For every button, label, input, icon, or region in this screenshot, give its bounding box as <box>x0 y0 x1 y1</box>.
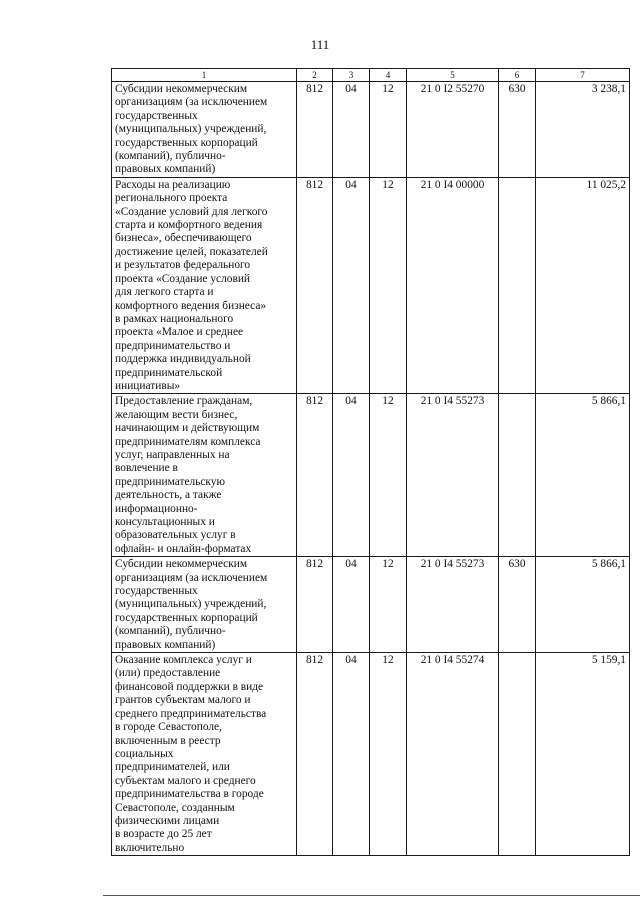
name-line: предпринимательскую <box>115 475 226 488</box>
name-line: субъектам малого и среднего <box>115 774 256 787</box>
name-line: включенным в реестр <box>115 734 221 747</box>
name-line: социальных <box>115 747 174 760</box>
name-line: проекта «Создание условий <box>115 272 251 285</box>
name-line: (муниципальных) учреждений, <box>115 123 267 136</box>
cell-subsection: 12 <box>370 82 407 178</box>
name-line: Предоставление гражданам, <box>115 395 253 408</box>
cell-amount: 11 025,2 <box>536 177 630 394</box>
name-line: поддержка индивидуальной <box>115 353 251 366</box>
table-row <box>112 557 630 653</box>
header-col-3: 3 <box>333 69 370 82</box>
name-line: образовательных услуг в <box>115 529 236 542</box>
cell-section: 04 <box>333 177 370 394</box>
name-line: финансовой поддержки в виде <box>115 680 264 693</box>
cell-rz: 812 <box>297 653 333 856</box>
name-line: проекта «Малое и среднее <box>115 326 244 339</box>
cell-expense-type <box>499 177 536 394</box>
name-line: желающим вести бизнес, <box>115 408 238 421</box>
cell-expense-type: 630 <box>499 557 536 653</box>
name-line: Оказание комплекса услуг и <box>115 654 252 667</box>
name-line: (муниципальных) учреждений, <box>115 598 267 611</box>
cell-rz: 812 <box>297 557 333 653</box>
cell-amount: 5 866,1 <box>536 557 630 653</box>
cell-target-article: 21 0 I2 55270 <box>407 82 499 178</box>
name-line: среднего предпринимательства <box>115 707 267 720</box>
name-line: Субсидии некоммерческим <box>115 558 248 571</box>
name-line: для легкого старта и <box>115 286 214 299</box>
name-line: (компаний), публично- <box>115 150 226 163</box>
cell-name <box>112 557 297 653</box>
name-line: консультационных и <box>115 516 215 528</box>
cell-name <box>112 653 297 856</box>
name-line: государственных корпораций <box>115 611 258 624</box>
cell-subsection: 12 <box>370 177 407 394</box>
table-header-row <box>112 69 630 82</box>
name-line: инициативы» <box>115 379 181 392</box>
name-line: предпринимателей, или <box>115 761 230 774</box>
name-line: физическими лицами <box>115 814 220 827</box>
cell-expense-type <box>499 394 536 557</box>
name-line: государственных <box>115 109 198 122</box>
name-line: предпринимателям комплекса <box>115 435 261 448</box>
cell-subsection: 12 <box>370 394 407 557</box>
name-line: предпринимательской <box>115 366 223 379</box>
name-line: (или) предоставление <box>115 667 221 680</box>
name-line: Севастополе, созданным <box>115 801 235 814</box>
name-line: организациям (за исключением <box>115 571 268 584</box>
cell-name <box>112 82 297 178</box>
table-row <box>112 177 630 394</box>
cell-amount: 3 238,1 <box>536 82 630 178</box>
header-col-5: 5 <box>407 69 499 82</box>
name-line: деятельность, а также <box>115 489 222 502</box>
name-line: предпринимательства в городе <box>115 788 264 801</box>
budget-table <box>111 68 630 856</box>
name-line: информационно- <box>115 502 198 515</box>
name-line: включительно <box>115 841 185 854</box>
cell-section: 04 <box>333 653 370 856</box>
cell-name <box>112 394 297 557</box>
name-line: регионального проекта <box>115 192 228 205</box>
name-line: грантов субъектам малого и <box>115 694 251 707</box>
name-line: офлайн- и онлайн-форматах <box>115 542 252 555</box>
cell-target-article: 21 0 I4 55273 <box>407 557 499 653</box>
cell-amount: 5 866,1 <box>536 394 630 557</box>
name-line: услуг, направленных на <box>115 448 230 461</box>
name-line: «Создание условий для легкого <box>115 205 268 218</box>
name-line: предпринимательство и <box>115 339 231 352</box>
header-col-7: 7 <box>536 69 630 82</box>
table-row <box>112 394 630 557</box>
table-row <box>112 82 630 178</box>
cell-subsection: 12 <box>370 557 407 653</box>
header-col-2: 2 <box>297 69 333 82</box>
cell-amount: 5 159,1 <box>536 653 630 856</box>
header-col-1: 1 <box>112 69 297 82</box>
cell-expense-type: 630 <box>499 82 536 178</box>
name-line: комфортного ведения бизнеса» <box>115 299 267 312</box>
cell-expense-type <box>499 653 536 856</box>
table-row <box>112 653 630 856</box>
name-line: бизнеса», обеспечивающего <box>115 232 252 245</box>
page-number: 111 <box>310 37 330 52</box>
cell-rz: 812 <box>297 177 333 394</box>
name-line: (компаний), публично- <box>115 625 226 638</box>
header-col-4: 4 <box>370 69 407 82</box>
cell-target-article: 21 0 I4 00000 <box>407 177 499 394</box>
cell-section: 04 <box>333 394 370 557</box>
cell-rz: 812 <box>297 394 333 557</box>
name-line: государственных корпораций <box>115 136 258 149</box>
cell-name <box>112 177 297 394</box>
cell-target-article: 21 0 I4 55273 <box>407 394 499 557</box>
name-line: правовых компаний) <box>115 638 216 651</box>
cell-section: 04 <box>333 557 370 653</box>
name-line: в рамках национального <box>115 312 234 325</box>
name-line: Субсидии некоммерческим <box>115 83 248 95</box>
name-line: и результатов федерального <box>115 259 251 272</box>
name-line: правовых компаний) <box>115 163 216 176</box>
name-line: вовлечение в <box>115 462 178 475</box>
cell-section: 04 <box>333 82 370 178</box>
name-line: в возрасте до 25 лет <box>115 828 212 841</box>
name-line: старта и комфортного ведения <box>115 219 263 232</box>
name-line: государственных <box>115 585 198 598</box>
name-line: в городе Севастополе, <box>115 721 222 734</box>
cell-subsection: 12 <box>370 653 407 856</box>
name-line: Расходы на реализацию <box>115 178 231 191</box>
cell-rz: 812 <box>297 82 333 178</box>
header-col-6: 6 <box>499 69 536 82</box>
table-body <box>112 82 630 856</box>
name-line: начинающим и действующим <box>115 422 260 435</box>
cell-target-article: 21 0 I4 55274 <box>407 653 499 856</box>
name-line: достижение целей, показателей <box>115 245 268 258</box>
bottom-rule <box>103 895 640 896</box>
name-line: организациям (за исключением <box>115 96 268 109</box>
